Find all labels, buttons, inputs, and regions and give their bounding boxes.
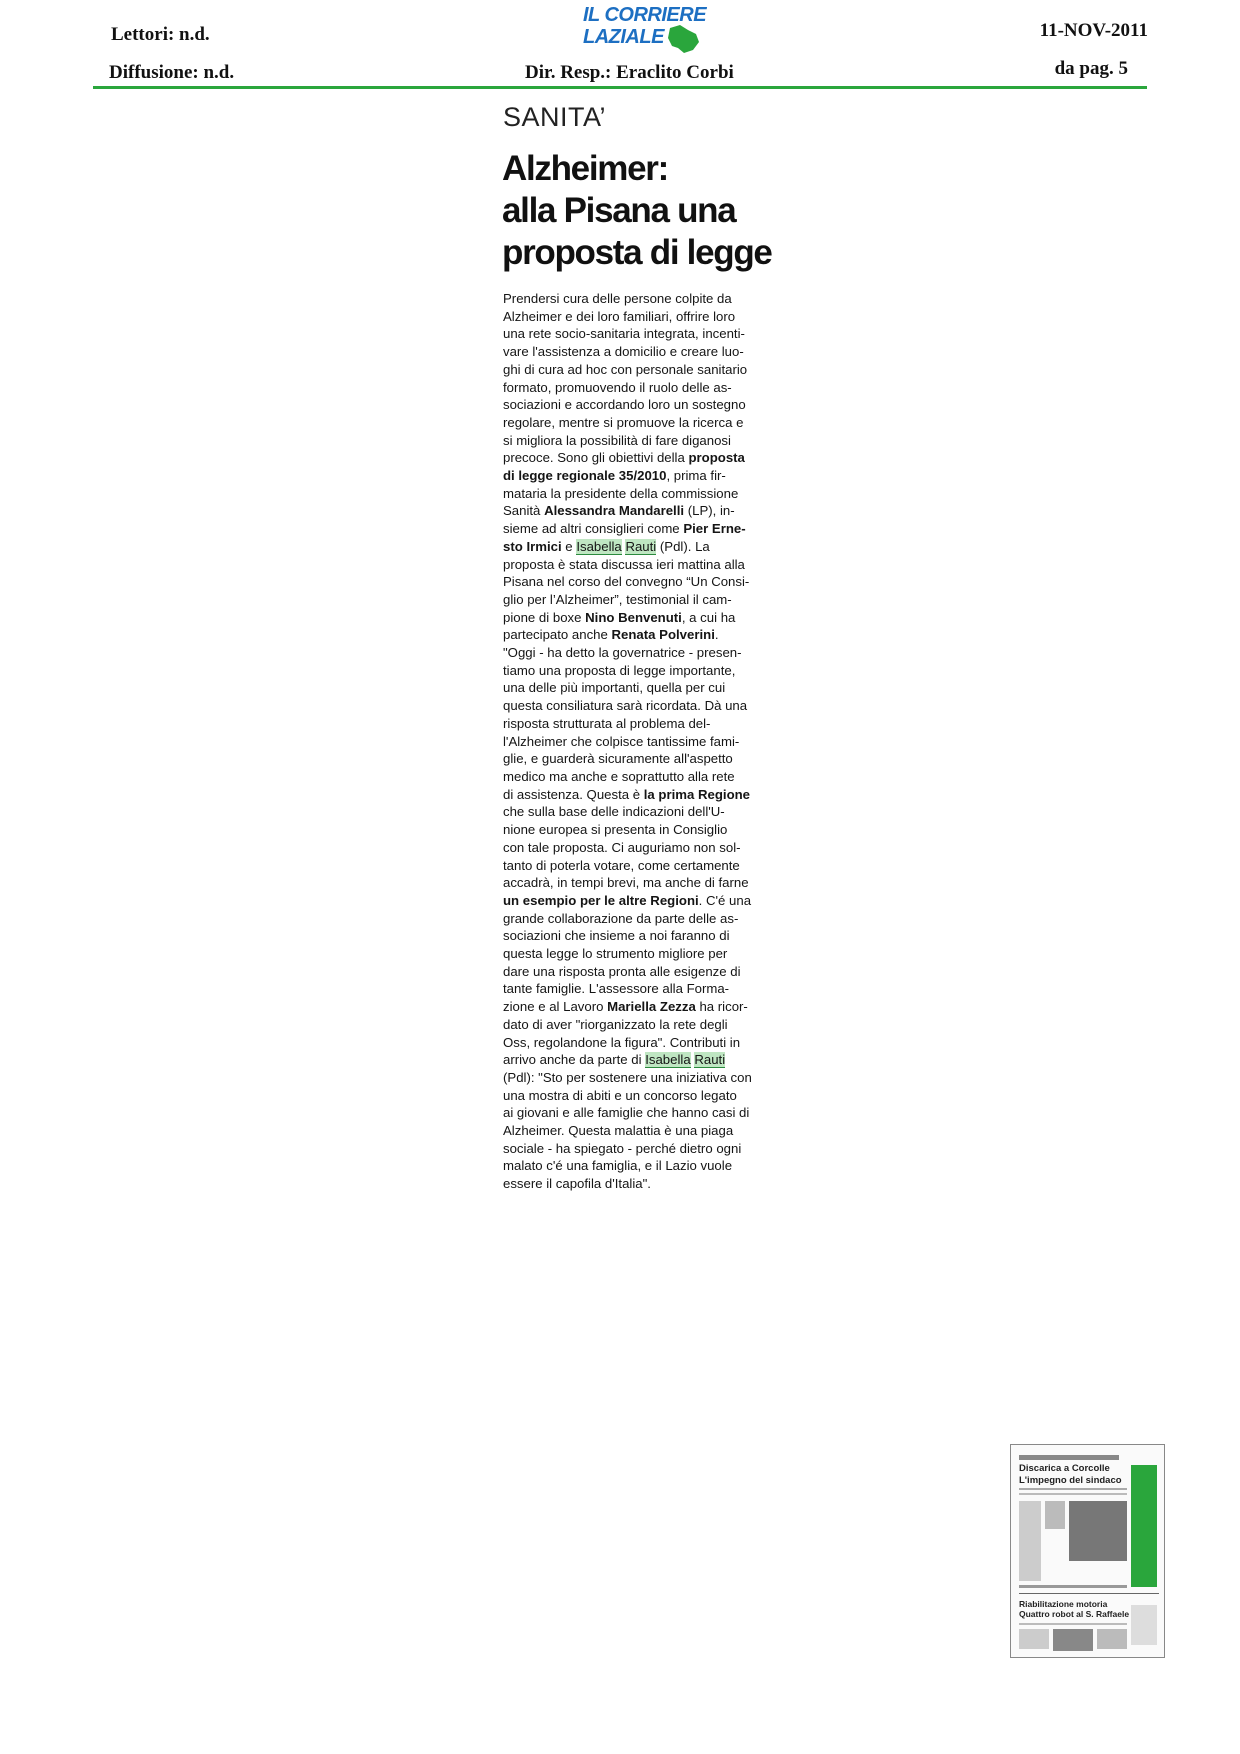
bold-phrase: Pier Erne- xyxy=(683,521,746,537)
body-line: glie, e guarderà sicuramente all'aspetto xyxy=(503,751,733,767)
body-text: , prima fir- xyxy=(666,468,726,484)
body-line: tante famiglie. L'assessore alla Forma- xyxy=(503,981,730,997)
body-text: partecipato anche xyxy=(503,627,612,643)
article-body xyxy=(503,290,752,1193)
body-line: si migliora la possibilità di fare diganosi xyxy=(503,432,731,448)
article-headline xyxy=(502,148,782,274)
bold-phrase: Alessandra Mandarelli xyxy=(544,503,685,519)
circulation-label: Diffusione: n.d. xyxy=(109,62,235,83)
body-line: Prendersi cura delle persone colpite da xyxy=(503,291,732,306)
body-line: grande collaborazione da parte delle as- xyxy=(503,910,739,926)
body-text: Sanità xyxy=(503,503,545,519)
body-line: nione europea si presenta in Consiglio xyxy=(503,822,728,838)
body-line: Oss, regolandone la figura". Contributi in xyxy=(503,1034,741,1050)
body-text: (Pdl). La xyxy=(656,538,710,554)
body-line xyxy=(503,520,745,538)
body-line: (Pdl): "Sto per sostenere una iniziativa con xyxy=(503,1069,752,1085)
body-line xyxy=(503,449,745,467)
director-label: Dir. Resp.: Eraclito Corbi xyxy=(525,62,734,83)
body-line: mataria la presidente della commissione xyxy=(503,485,739,501)
body-line xyxy=(503,786,751,804)
body-line: Alzheimer e dei loro familiari, offrire loro xyxy=(503,308,736,324)
thumb-headline1: Discarica a Corcolle xyxy=(1019,1463,1110,1474)
bold-phrase: Mariella Zezza xyxy=(607,999,696,1015)
body-line: dare una risposta pronta alle esigenze di xyxy=(503,963,741,979)
body-line: Pisana nel corso del convegno “Un Consi- xyxy=(503,574,750,590)
body-line: malato c'é una famiglia, e il Lazio vuole xyxy=(503,1158,733,1174)
body-line: una mostra di abiti e un concorso legato xyxy=(503,1087,737,1103)
bold-phrase: la prima Regione xyxy=(643,786,751,802)
body-line: medico ma anche e soprattutto alla rete xyxy=(503,768,735,784)
body-line xyxy=(503,502,745,520)
body-line: Alzheimer. Questa malattia è una piaga xyxy=(503,1123,734,1139)
body-line: che sulla base delle indicazioni dell'U- xyxy=(503,804,725,820)
body-line: con tale proposta. Ci auguriamo non sol- xyxy=(503,839,741,855)
thumb-headline2: L'impegno del sindaco xyxy=(1019,1475,1122,1486)
body-line: sociazioni che insieme a noi faranno di xyxy=(503,928,730,944)
bold-phrase: proposta xyxy=(688,450,745,466)
body-line xyxy=(503,467,745,485)
section-label: SANITA’ xyxy=(503,102,607,132)
body-line: una rete socio-sanitaria integrata, incenti- xyxy=(503,326,745,342)
body-line xyxy=(503,626,745,644)
body-text: arrivo anche da parte di xyxy=(503,1052,646,1068)
body-line: tiamo una proposta di legge importante, xyxy=(503,662,736,678)
body-text: (LP), in- xyxy=(684,503,735,519)
highlighted-name: Isabella xyxy=(645,1052,691,1068)
body-line: "Oggi - ha detto la governatrice - presen- xyxy=(503,645,742,661)
body-line: ai giovani e alle famiglie che hanno casi di xyxy=(503,1105,750,1121)
body-line: risposta strutturata al problema del- xyxy=(503,715,711,731)
body-line: sociale - ha spiegato - perché dietro ogni xyxy=(503,1140,742,1156)
body-line xyxy=(503,609,745,627)
body-text: zione e al Lavoro xyxy=(503,999,608,1015)
body-line: questa legge lo strumento migliore per xyxy=(503,946,728,962)
readers-label: Lettori: n.d. xyxy=(111,24,210,45)
body-line xyxy=(503,892,752,910)
publication-date: 11-NOV-2011 xyxy=(1039,20,1148,41)
body-text: di assistenza. Questa è xyxy=(503,786,644,802)
body-line: tanto di poterla votare, come certamente xyxy=(503,857,740,873)
thumb-headline4: Quattro robot al S. Raffaele xyxy=(1019,1609,1130,1619)
highlighted-name: Rauti xyxy=(694,1052,726,1068)
logo-line2: LAZIALE xyxy=(583,26,664,48)
body-line: essere il capofila d'Italia". xyxy=(503,1176,651,1192)
body-line xyxy=(503,538,745,556)
body-text: ha ricor- xyxy=(695,999,748,1015)
bold-phrase: Renata Polverini xyxy=(611,627,715,643)
body-text: . C'é una xyxy=(698,892,752,908)
lazio-region-icon xyxy=(666,24,700,54)
body-text: precoce. Sono gli obiettivi della xyxy=(503,450,689,466)
body-text: pione di boxe xyxy=(503,609,586,625)
body-line: sociazioni e accordando loro un sostegno xyxy=(503,397,746,413)
body-text: sieme ad altri consiglieri come xyxy=(503,521,684,537)
body-line: questa consiliatura sarà ricordata. Dà una xyxy=(503,698,748,714)
body-line: dato di aver "riorganizzato la rete degli xyxy=(503,1016,728,1032)
body-line: l'Alzheimer che colpisce tantissime fami- xyxy=(503,733,740,749)
bold-phrase: di legge regionale 35/2010 xyxy=(503,468,667,484)
headline-line: proposta di legge xyxy=(502,233,772,272)
thumb-headline3: Riabilitazione motoria xyxy=(1019,1599,1108,1609)
body-line xyxy=(503,998,748,1016)
body-line: vare l'assistenza a domicilio e creare luo- xyxy=(503,344,744,360)
body-text: , a cui ha xyxy=(681,609,736,625)
body-line: ghi di cura ad hoc con personale sanitario xyxy=(503,361,748,377)
body-text: . xyxy=(714,627,719,643)
body-line: regolare, mentre si promuove la ricerca e xyxy=(503,414,744,430)
bold-phrase: sto Irmici xyxy=(503,538,562,554)
newspaper-logo xyxy=(580,4,715,54)
body-line: proposta è stata discussa ieri mattina alla xyxy=(503,556,745,572)
bold-phrase: Nino Benvenuti xyxy=(585,609,682,625)
body-line: accadrà, in tempi brevi, ma anche di farne xyxy=(503,875,749,891)
page-reference: da pag. 5 xyxy=(1054,58,1128,79)
thumbnail-preview xyxy=(1011,1445,1164,1657)
bold-phrase: un esempio per le altre Regioni xyxy=(503,892,699,908)
body-line xyxy=(503,1051,745,1069)
logo-line1: IL CORRIERE xyxy=(583,4,707,26)
body-text: e xyxy=(561,538,577,554)
headline-line: alla Pisana una xyxy=(502,191,736,230)
body-line: formato, promuovendo il ruolo delle as- xyxy=(503,379,732,395)
headline-line: Alzheimer: xyxy=(502,149,668,188)
highlighted-name: Isabella xyxy=(576,538,622,554)
body-line: una delle più importanti, quella per cui xyxy=(503,680,726,696)
highlighted-name: Rauti xyxy=(625,538,657,554)
body-line: glio per l’Alzheimer”, testimonial il cam- xyxy=(503,591,732,607)
page-thumbnail[interactable] xyxy=(1010,1444,1165,1658)
header-divider xyxy=(93,86,1147,89)
